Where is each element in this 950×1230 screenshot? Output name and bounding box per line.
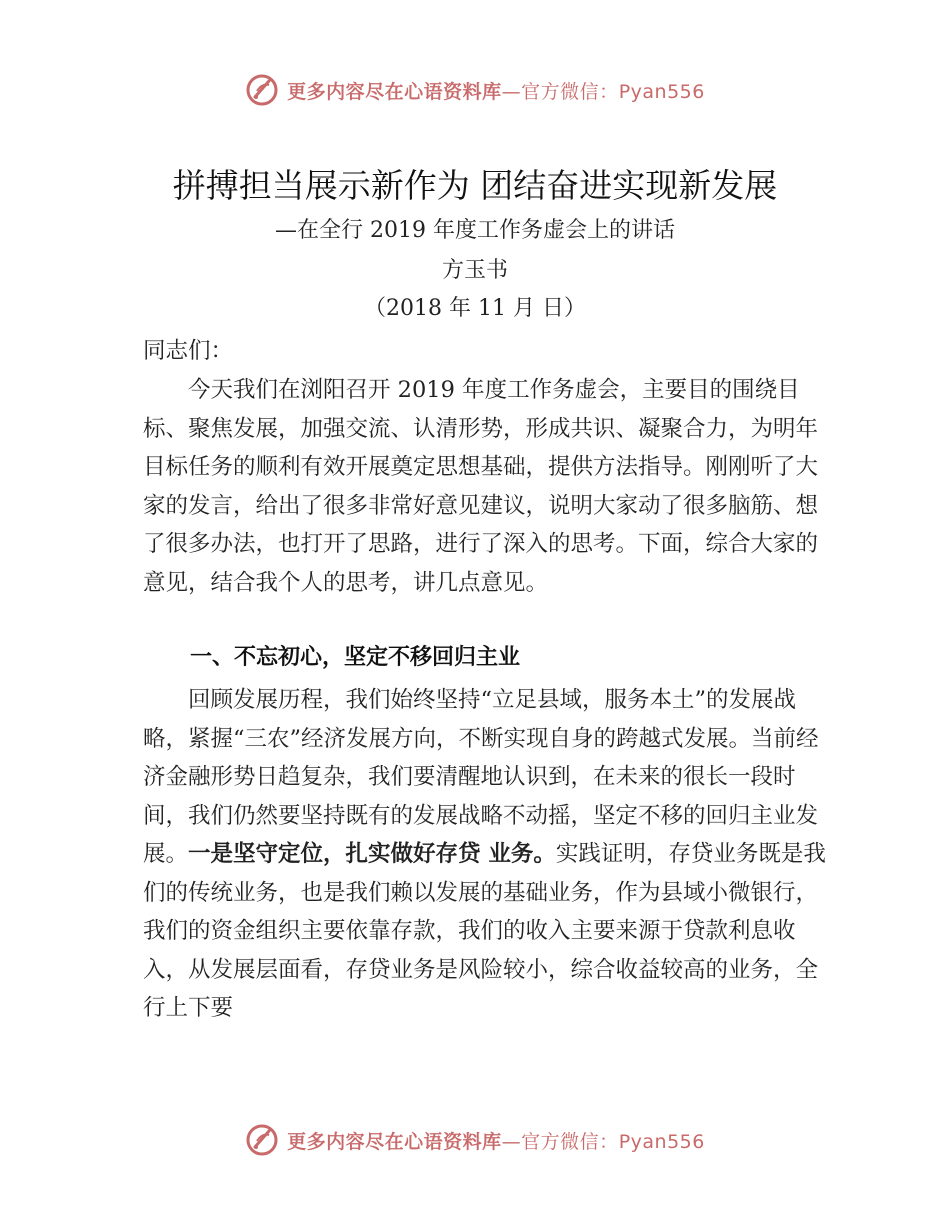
- header-banner: [0, 70, 950, 110]
- document-author: 方玉书: [441, 258, 508, 283]
- paragraph-1: [143, 371, 833, 602]
- paragraph-2-text-a: 回顾发展历程，我们始终坚持“立足县域，服务本土”的发展战略，紧握“三农”经济发展方向，不断实现自身的跨越式发展。当前经济金融形势日趋复杂，我们要清醒地认识到，在未来的很长一段时间，我们仍然要坚持既有的发展战略不动摇，坚定不移的回归主业发展。: [143, 687, 819, 867]
- document-subtitle: —在全行 2019 年度工作务虚会上的讲话: [275, 218, 675, 243]
- footer-banner: [0, 1120, 950, 1160]
- document-title: 拼搏担当展示新作为 团结奋进实现新发展: [172, 166, 778, 205]
- paragraph-2: [143, 681, 833, 1028]
- brand-logo-icon: [245, 1123, 279, 1157]
- paragraph-2-bold: 一是坚守定位，扎实做好存贷 业务。: [188, 841, 556, 867]
- greeting: 同志们：: [143, 338, 234, 364]
- paragraph-2-text-b: 实践证明，存贷业务既是我们的传统业务，也是我们赖以发展的基础业务，作为县域小微银行，我们的资金组织主要依靠存款，我们的收入主要来源于贷款利息收入，从发展层面看，存贷业务是风险较小，综合收益较高的业务，全行上下要: [143, 841, 826, 1021]
- paragraph-1-text: 今天我们在浏阳召开 2019 年度工作务虚会，主要目的围绕目标、聚焦发展，加强交流、认清形势，形成共识、凝聚合力，为明年目标任务的顺利有效开展奠定思想基础，提供方法指导。刚刚听了大家的发言，给出了很多非常好意见建议，说明大家动了很多脑筋、想了很多办法，也打开了思路，进行了深入的思考。下面，综合大家的意见，结合我个人的思考，讲几点意见。: [143, 377, 819, 596]
- banner-text: 更多内容尽在心语资料库—官方微信：Pyan556: [287, 80, 705, 103]
- banner-text: 更多内容尽在心语资料库—官方微信：Pyan556: [287, 1130, 705, 1153]
- section-heading-1: 一、不忘初心，坚定不移回归主业: [190, 645, 521, 670]
- document-date: （2018 年 11 月 日）: [364, 296, 586, 321]
- brand-logo-icon: [245, 73, 279, 107]
